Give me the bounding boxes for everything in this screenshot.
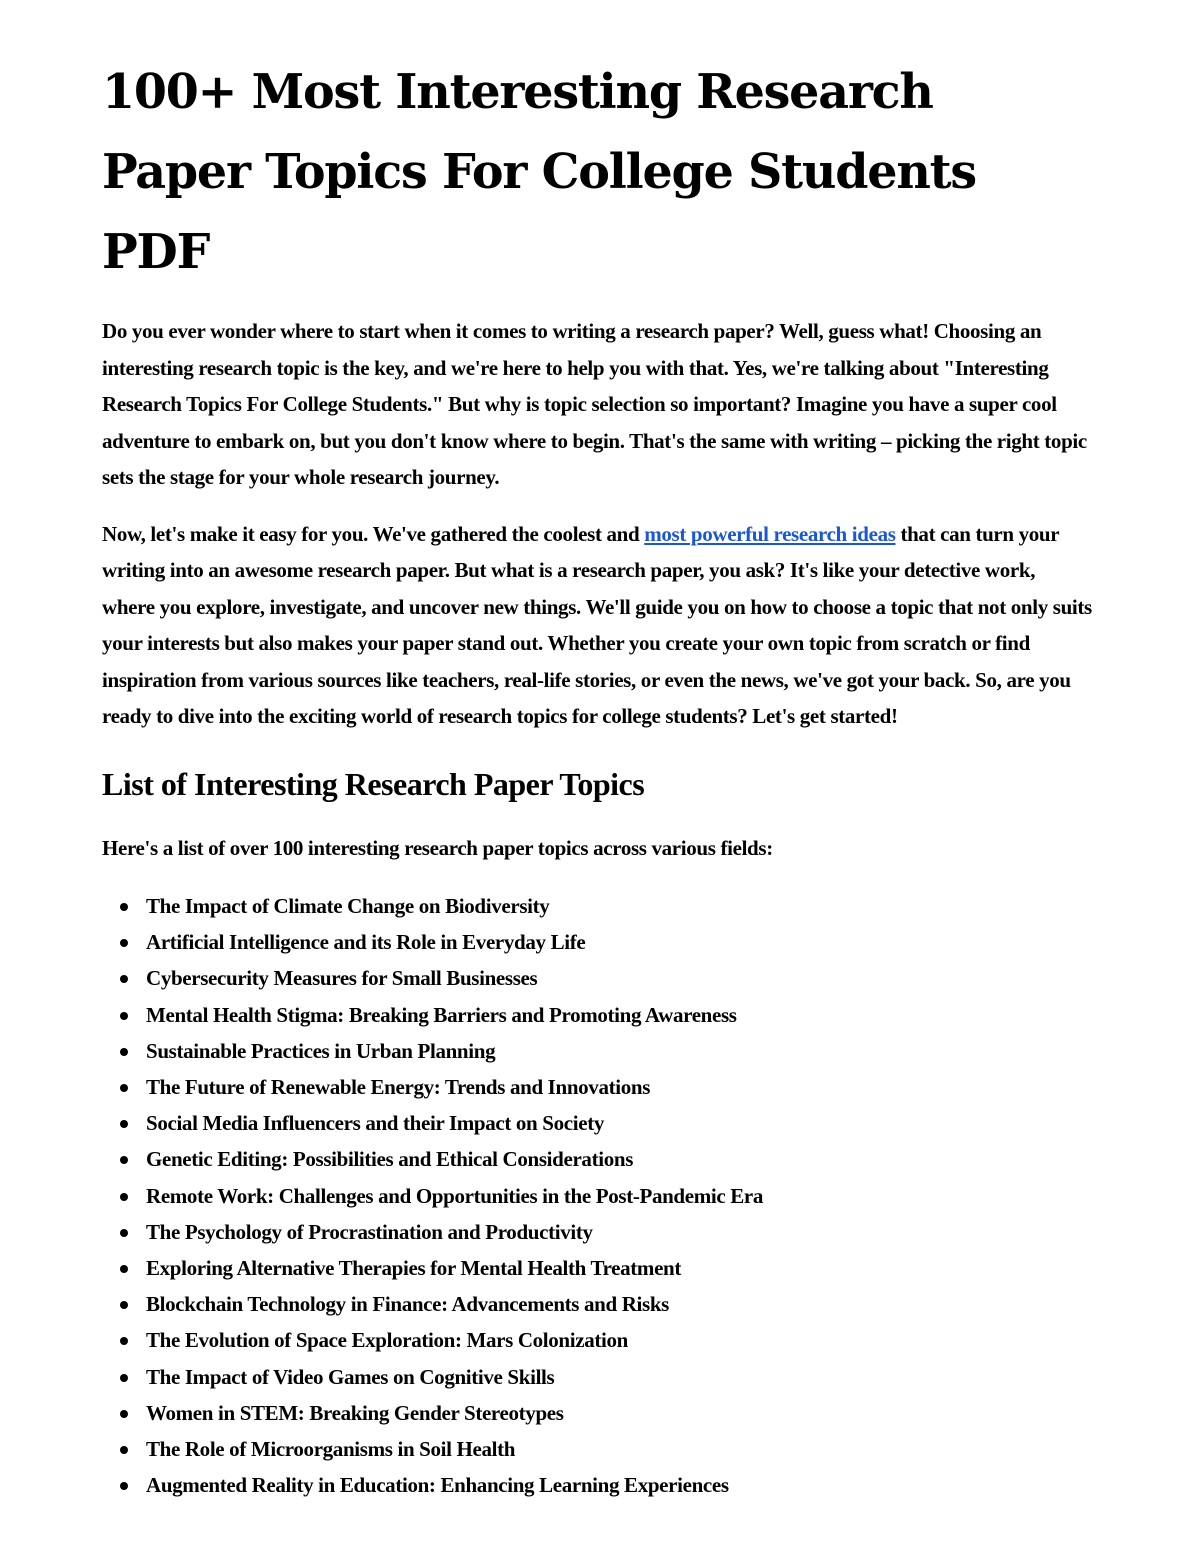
bullet-icon [120, 1156, 128, 1164]
bullet-icon [120, 1482, 128, 1490]
list-item-text: Women in STEM: Breaking Gender Stereotypes [146, 1400, 564, 1425]
list-item [102, 1322, 1092, 1358]
bullet-icon [120, 1446, 128, 1454]
list-item-text: Artificial Intelligence and its Role in Everyday Life [146, 930, 586, 955]
bullet-icon [120, 1410, 128, 1418]
list-item [102, 1395, 1092, 1431]
list-item-text: Genetic Editing: Possibilities and Ethical Considerations [146, 1147, 634, 1172]
list-item-text: The Future of Renewable Energy: Trends and Innovations [146, 1075, 651, 1100]
second-paragraph [102, 516, 1092, 735]
bullet-icon [120, 1193, 128, 1201]
list-item [102, 1141, 1092, 1177]
list-item-text: The Role of Microorganisms in Soil Health [146, 1437, 516, 1462]
bullet-icon [120, 1012, 128, 1020]
list-item [102, 1178, 1092, 1214]
list-item [102, 997, 1092, 1033]
second-paragraph-end: that can turn your writing into an awesome research paper. But what is a research paper, you ask? It's like your detective work, where you explore, investigate, and uncover new things. We'll guide you on how to choose a topic that not only suits your interests but also makes your paper stand out. Whether you create your own topic from scratch or find inspiration from various sources like teachers, real-life stories, or even the news, we've got your back. So, are you ready to dive into the exciting world of research topics for college students? Let's get started! [102, 521, 1092, 728]
list-item [102, 1069, 1092, 1105]
research-ideas-link[interactable]: most powerful research ideas [644, 521, 896, 546]
second-paragraph-start: Now, let's make it easy for you. We've gathered the coolest and [102, 521, 645, 546]
bullet-icon [120, 1120, 128, 1128]
topic-list [102, 888, 1092, 1503]
list-item-text: Augmented Reality in Education: Enhancing Learning Experiences [146, 1473, 729, 1498]
list-item [102, 888, 1092, 924]
list-item-text: The Evolution of Space Exploration: Mars Colonization [146, 1328, 628, 1353]
list-item [102, 1214, 1092, 1250]
bullet-icon [120, 1374, 128, 1382]
list-item [102, 1359, 1092, 1395]
list-item-text: The Impact of Climate Change on Biodiversity [146, 894, 550, 918]
bullet-icon [120, 939, 128, 947]
list-item-text: Sustainable Practices in Urban Planning [146, 1038, 496, 1063]
intro-paragraph: Do you ever wonder where to start when it comes to writing a research paper? Well, guess what! Choosing an interesting research topic is the key, and we're here to help you with that. Yes, we're talking about "Interesting Research Topics For College Students." But why is topic selection so important? Imagine you have a super cool adventure to embark on, but you don't know where to begin. That's the same with writing – picking the right topic sets the stage for your whole research journey. [102, 319, 1087, 489]
list-item [102, 1431, 1092, 1467]
document-page [102, 52, 1092, 1503]
list-intro: Here's a list of over 100 interesting research paper topics across various fields: [102, 835, 773, 860]
list-item [102, 960, 1092, 996]
list-item-text: Exploring Alternative Therapies for Mental Health Treatment [146, 1256, 682, 1281]
list-item [102, 1467, 1092, 1503]
list-item-text: Cybersecurity Measures for Small Businesses [146, 966, 538, 991]
bullet-icon [120, 903, 128, 911]
section-heading: List of Interesting Research Paper Topics [102, 765, 645, 802]
bullet-icon [120, 975, 128, 983]
bullet-icon [120, 1048, 128, 1056]
list-item-text: Mental Health Stigma: Breaking Barriers and Promoting Awareness [146, 1002, 737, 1027]
list-item [102, 924, 1092, 960]
bullet-icon [120, 1337, 128, 1345]
page-title: 100+ Most Interesting Research Paper Topics For College Students PDF [102, 64, 977, 280]
list-item [102, 1250, 1092, 1286]
bullet-icon [120, 1265, 128, 1273]
list-item [102, 1033, 1092, 1069]
list-item-text: The Psychology of Procrastination and Productivity [146, 1219, 593, 1244]
list-item [102, 1286, 1092, 1322]
list-item-text: The Impact of Video Games on Cognitive Skills [146, 1364, 555, 1389]
list-item-text: Blockchain Technology in Finance: Advancements and Risks [146, 1292, 670, 1317]
bullet-icon [120, 1301, 128, 1309]
list-item-text: Social Media Influencers and their Impact on Society [146, 1111, 604, 1136]
list-item [102, 1105, 1092, 1141]
bullet-icon [120, 1084, 128, 1092]
list-item-text: Remote Work: Challenges and Opportunities in the Post-Pandemic Era [146, 1183, 764, 1208]
bullet-icon [120, 1229, 128, 1237]
